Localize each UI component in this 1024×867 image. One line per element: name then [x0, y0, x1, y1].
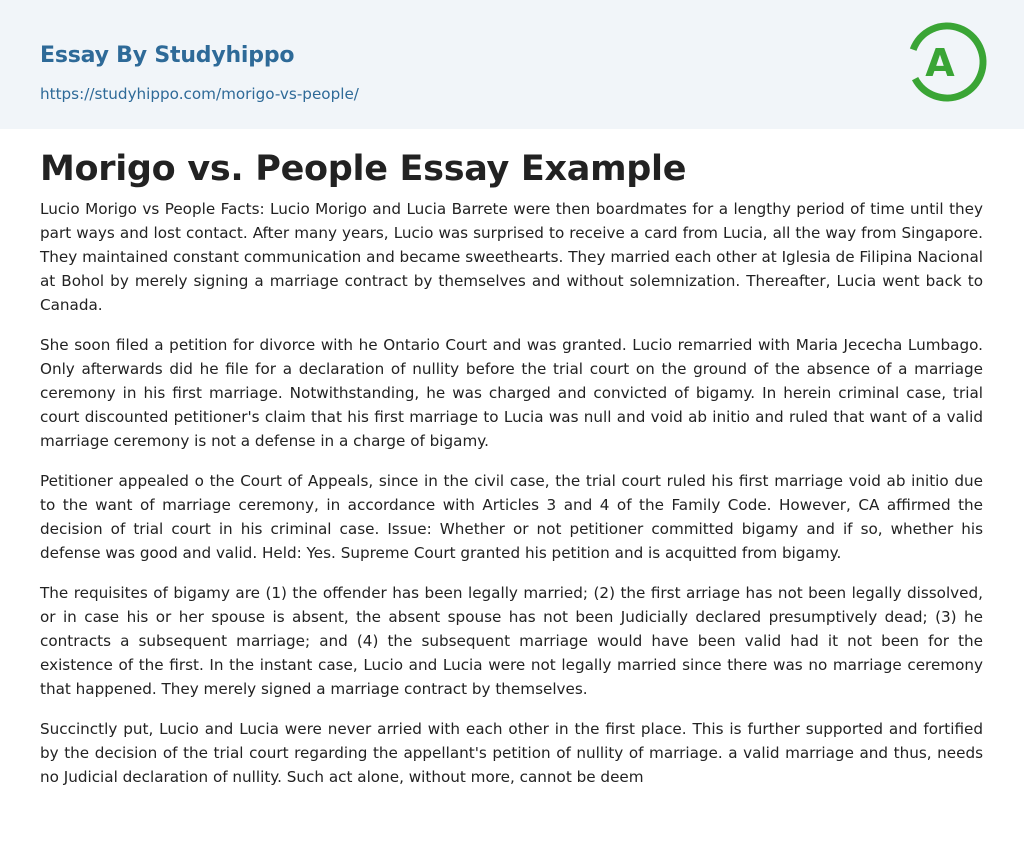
article-paragraph: She soon filed a petition for divorce with he Ontario Court and was granted. Lucio remarried with Maria Jececha Lumbago. Only afterwards did he file for a declaration of nullity before the trial court on the ground of the absence of a marriage ceremony in his first marriage. Notwithstanding, he was charged and convicted of bigamy. In herein criminal case, trial court discounted petitioner's claim that his first marriage to Lucia was null and void ab initio and ruled that want of a valid marriage ceremony is not a defense in a charge of bigamy.	[40, 336, 983, 450]
studyhippo-logo[interactable]	[905, 20, 989, 104]
site-header	[0, 0, 1024, 129]
logo-letter: A	[925, 41, 955, 85]
article-paragraph: Lucio Morigo vs People Facts: Lucio Morigo and Lucia Barrete were then boardmates for a lengthy period of time until they part ways and lost contact. After many years, Lucio was surprised to receive a card from Lucia, all the way from Singapore. They maintained constant communication and became sweethearts. They married each other at Iglesia de Filipina Nacional at Bohol by merely signing a marriage contract by themselves and without solemnization. Thereafter, Lucia went back to Canada.	[40, 200, 983, 314]
article	[40, 129, 983, 805]
logo-ring-icon	[905, 20, 989, 104]
article-paragraph: The requisites of bigamy are (1) the offender has been legally married; (2) the first arriage has not been legally dissolved, or in case his or her spouse is absent, the absent spouse has not been Judicially declared presumptively dead; (3) he contracts a subsequent marriage; and (4) the subsequent marriage would have been valid had it not been for the existence of the first. In the instant case, Lucio and Lucia were not legally married since there was no marriage ceremony that happened. They merely signed a marriage contract by themselves.	[40, 584, 983, 698]
article-title: Morigo vs. People Essay Example	[40, 149, 687, 189]
essay-url-link[interactable]: https://studyhippo.com/morigo-vs-people/	[40, 85, 359, 103]
article-paragraph: Succinctly put, Lucio and Lucia were never arried with each other in the first place. This is further supported and fortified by the decision of the trial court regarding the appellant's petition of nullity of marriage. a valid marriage and thus, needs no Judicial declaration of nullity. Such act alone, without more, cannot be deem	[40, 720, 983, 786]
article-paragraph: Petitioner appealed o the Court of Appeals, since in the civil case, the trial court ruled his first marriage void ab initio due to the want of marriage ceremony, in accordance with Articles 3 and 4 of the Family Code. However, CA affirmed the decision of trial court in his criminal case. Issue: Whether or not petitioner committed bigamy and if so, whether his defense was good and valid. Held: Yes. Supreme Court granted his petition and is acquitted from bigamy.	[40, 472, 983, 562]
site-brand[interactable]: Essay By Studyhippo	[40, 43, 295, 68]
article-body	[40, 197, 983, 789]
